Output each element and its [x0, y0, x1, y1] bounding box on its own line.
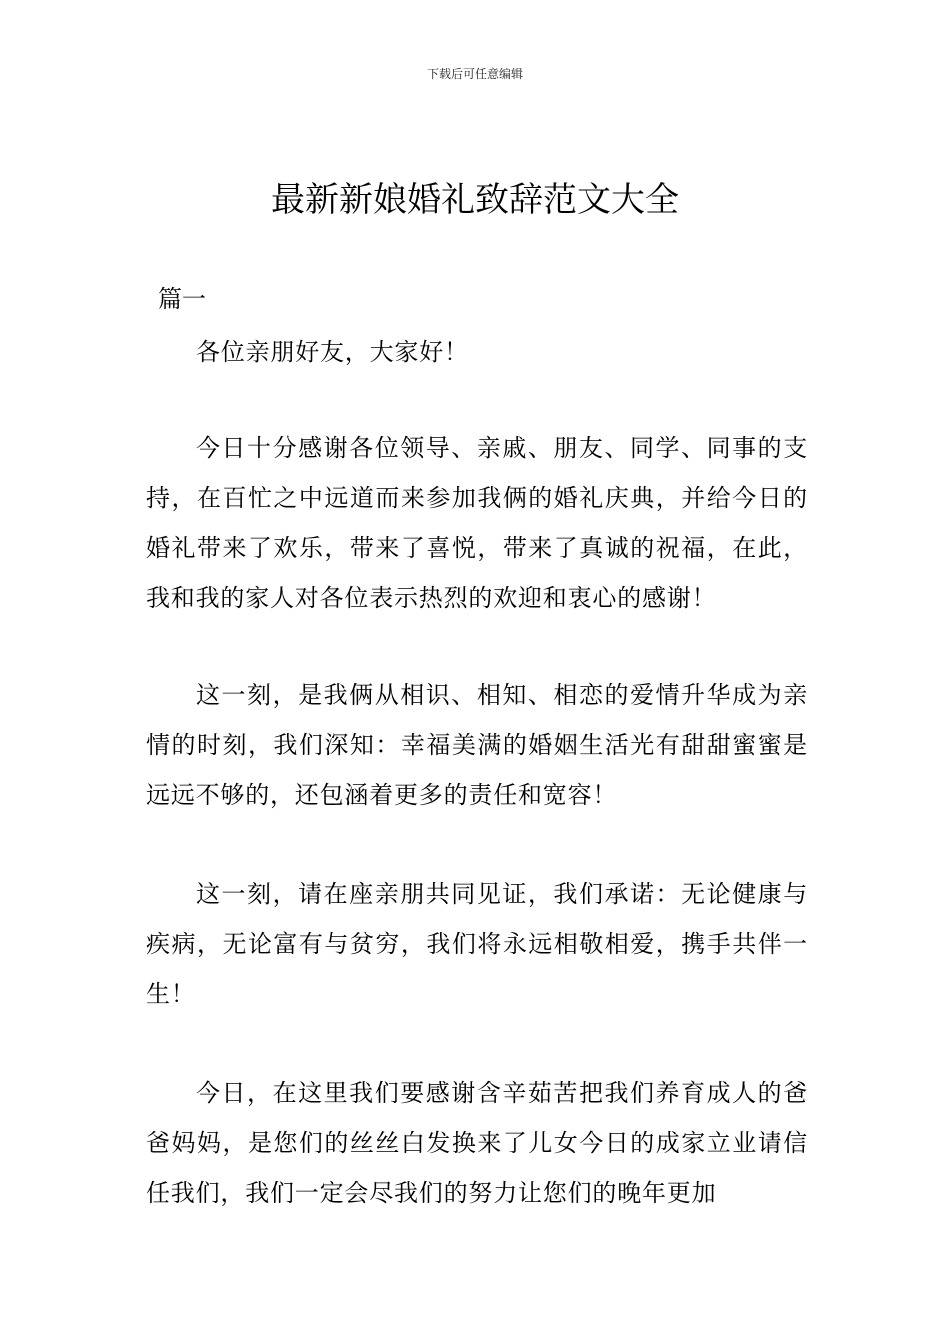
- document-title: 最新新娘婚礼致辞范文大全: [271, 180, 679, 220]
- paragraph-promise: 这一刻，请在座亲朋共同见证，我们承诺：无论健康与疾病，无论富有与贫穷，我们将永远相敬相爱，携手共伴一生！: [146, 880, 808, 1008]
- paragraph-parents: 今日，在这里我们要感谢含辛茹苦把我们养育成人的爸爸妈妈，是您们的丝丝白发换来了儿女今日的成家立业请信任我们，我们一定会尽我们的努力让您们的晚年更加: [146, 1079, 808, 1207]
- paragraph-moment: 这一刻，是我俩从相识、相知、相恋的爱情升华成为亲情的时刻，我们深知：幸福美满的婚姻生活光有甜甜蜜蜜是远远不够的，还包涵着更多的责任和宽容！: [146, 681, 808, 809]
- section-label: 篇一: [158, 285, 206, 313]
- header-note: 下载后可任意编辑: [426, 67, 523, 81]
- greeting-paragraph: 各位亲朋好友，大家好！: [196, 338, 469, 366]
- paragraph-thanks: 今日十分感谢各位领导、亲戚、朋友、同学、同事的支持，在百忙之中远道而来参加我俩的婚礼庆典，并给今日的婚礼带来了欢乐，带来了喜悦，带来了真诚的祝福，在此，我和我的家人对各位表示热烈的欢迎和衷心的感谢！: [146, 434, 808, 612]
